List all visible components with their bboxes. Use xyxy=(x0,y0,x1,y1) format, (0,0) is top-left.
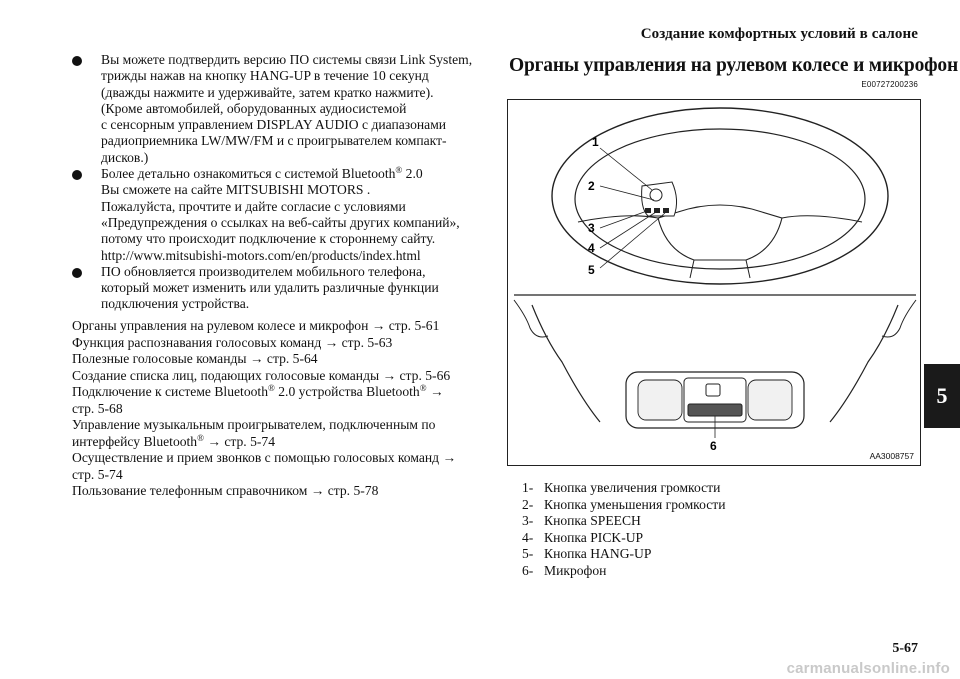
xref-line[interactable]: Осуществление и прием звонков с помощью голосовых команд → xyxy=(72,450,457,465)
note-line: Вы можете подтвердить версию ПО системы связи Link System, xyxy=(101,52,473,67)
running-header: Создание комфортных условий в салоне xyxy=(640,26,918,42)
watermark: carmanualsonline.info xyxy=(786,660,950,677)
steering-wheel-rim-inner xyxy=(575,129,865,269)
steering-wheel-spoke xyxy=(578,205,862,222)
xref-line[interactable]: интерфейсу Bluetooth® → стр. 5-74 xyxy=(72,432,275,449)
legend-item: 4- Кнопка PICK-UP xyxy=(522,529,644,545)
note-line: потому что происходит подключение к стороннему сайту. xyxy=(101,231,436,247)
a-pillar-left xyxy=(532,305,600,422)
map-lamp-left xyxy=(638,380,682,420)
page-number: 5-67 xyxy=(892,641,918,656)
bullet-icon xyxy=(72,268,82,278)
note-bullet xyxy=(72,264,492,313)
bullet-icon xyxy=(72,56,82,66)
notes-list xyxy=(72,52,492,313)
leader-line-5 xyxy=(600,213,665,268)
legend-item: 3- Кнопка SPEECH xyxy=(522,513,641,529)
chapter-tab: 5 xyxy=(924,364,960,428)
xref-line[interactable]: Пользование телефонным справочником → стр. 5-78 xyxy=(72,483,379,498)
leader-line-3 xyxy=(600,211,647,228)
note-line: (Кроме автомобилей, оборудованных аудиосистемой xyxy=(101,100,407,116)
note-bullet xyxy=(72,166,492,264)
console-switch-icon xyxy=(706,384,720,396)
a-pillar-right xyxy=(830,305,898,422)
note-line: ПО обновляется производителем мобильного телефона, xyxy=(101,263,426,279)
note-line: подключения устройства. xyxy=(101,296,250,312)
note-line: трижды нажав на кнопку HANG-UP в течение 10 секунд xyxy=(101,68,429,84)
note-link[interactable]: http://www.mitsubishi-motors.com/en/products/index.html xyxy=(101,247,421,263)
steering-wheel-figure xyxy=(507,99,921,466)
steering-wheel-hub xyxy=(658,218,782,260)
xref-line[interactable]: Создание списка лиц, подающих голосовые команды → стр. 5-66 xyxy=(72,367,451,383)
xref-line[interactable]: стр. 5-74 xyxy=(72,466,123,482)
note-line: Вы сможете на сайте MITSUBISHI MOTORS . xyxy=(101,182,371,198)
section-title: Органы управления на рулевом колесе и микрофон xyxy=(509,55,959,76)
cross-references xyxy=(72,318,456,500)
callout-3: 3 xyxy=(588,221,595,235)
callout-2: 2 xyxy=(588,179,595,193)
xref-line[interactable]: Функция распознавания голосовых команд → стр. 5-63 xyxy=(72,334,393,350)
headliner-edge-left xyxy=(514,300,548,337)
note-line: (дважды нажмите и удерживайте, затем кратко нажмите). xyxy=(101,84,434,100)
xref-line[interactable]: Полезные голосовые команды → стр. 5-64 xyxy=(72,351,318,366)
legend-item: 2- Кнопка уменьшения громкости xyxy=(522,496,726,512)
callout-6: 6 xyxy=(710,439,717,453)
figure-legend xyxy=(522,480,725,580)
xref-line[interactable]: Управление музыкальным проигрывателем, подключенным по xyxy=(72,417,436,432)
speech-button-icon xyxy=(645,208,651,213)
map-lamp-right xyxy=(748,380,792,420)
leader-line-1 xyxy=(600,148,652,190)
note-line: «Предупреждения о ссылках на веб-сайты других компаний», xyxy=(101,214,460,230)
note-line: Более детально ознакомиться с системой Bluetooth® 2.0 xyxy=(101,165,423,182)
steering-wheel-illustration xyxy=(508,100,922,467)
legend-item: 5- Кнопка HANG-UP xyxy=(522,546,652,562)
xref-line[interactable]: стр. 5-68 xyxy=(72,400,123,416)
note-bullet xyxy=(72,52,492,166)
bullet-icon xyxy=(72,170,82,180)
note-line: Пожалуйста, прочтите и дайте согласие с условиями xyxy=(101,198,406,214)
note-line: который может изменить или удалить различные функции xyxy=(101,280,439,296)
callout-1: 1 xyxy=(592,135,599,149)
microphone-grille-icon xyxy=(688,404,742,416)
section-code: E00727200236 xyxy=(861,80,918,89)
callout-4: 4 xyxy=(588,241,595,255)
legend-item: 1- Кнопка увеличения громкости xyxy=(522,480,721,495)
callout-5: 5 xyxy=(588,263,595,277)
note-line: с сенсорным управлением DISPLAY AUDIO с диапазонами xyxy=(101,117,447,133)
steering-wheel-rim-outer xyxy=(552,108,888,284)
xref-line[interactable]: Подключение к системе Bluetooth® 2.0 устройства Bluetooth® → xyxy=(72,383,444,399)
note-line: дисков.) xyxy=(101,149,149,165)
figure-code: AA3008757 xyxy=(869,451,914,461)
xref-line[interactable]: Органы управления на рулевом колесе и микрофон → стр. 5-61 xyxy=(72,318,440,333)
headliner-edge-right xyxy=(882,300,916,337)
legend-item: 6- Микрофон xyxy=(522,562,607,578)
note-line: радиоприемника LW/MW/FM и с проигрывателем компакт- xyxy=(101,133,447,149)
hang-up-button-icon xyxy=(663,208,669,213)
